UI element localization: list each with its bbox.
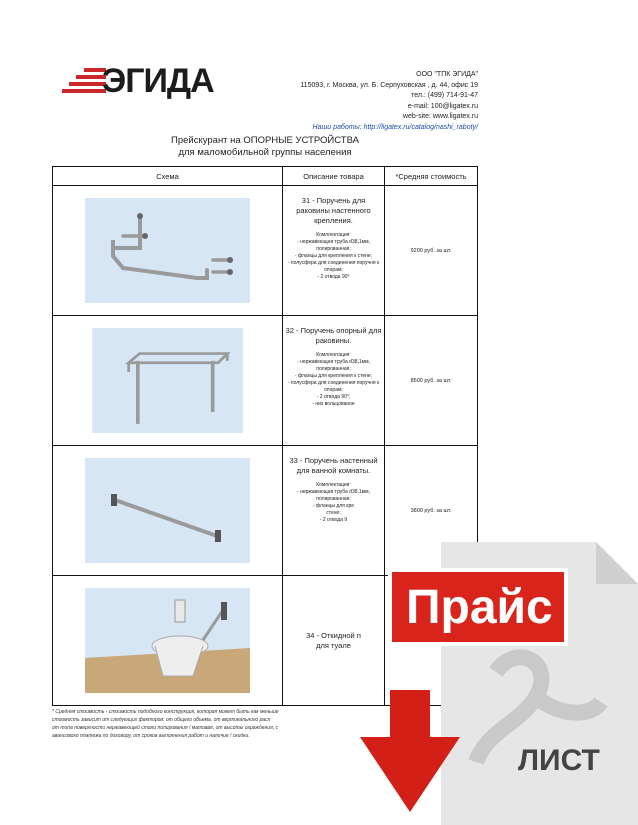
product-description (283, 316, 385, 446)
document-title (50, 135, 480, 159)
title-line-2: для маломобильной группы населения (178, 147, 352, 158)
company-email[interactable]: e-mail: 100@ligatex.ru (407, 102, 478, 110)
company-website[interactable]: web-site: www.ligatex.ru (402, 113, 478, 120)
product-image-cell (53, 186, 283, 316)
product-price: 9200 руб. за шт. (385, 186, 478, 316)
product-kit: Комплектация: - нержавеющая труба d38,1мм, полированная; - фланцы для крепления к стене; - полусфера для соединения поручня к опорам; - 2 отвода 90° (287, 232, 380, 280)
product-name: 32 - Поручень опорный для раковины. (285, 326, 382, 345)
header-scheme: Схема (53, 167, 283, 186)
bath-handrail-image (85, 458, 250, 563)
company-address: 115093, г. Москва, ул. Б. Серпуховская , д. 44, офис 19 (300, 81, 478, 89)
badge-label: Прайс (406, 581, 553, 634)
product-name: 34 - Откидной п для туале (306, 630, 361, 650)
header-description: Описание товара (283, 167, 385, 186)
header-cost: *Средняя стоимость (385, 167, 478, 186)
product-image-cell (53, 576, 283, 706)
product-image-cell (53, 316, 283, 446)
badge-sub: ЛИСТ (518, 744, 600, 777)
footnote: * Средняя стоимость - стоимость подобного конструкция, которая может быть как меньше стоимость зависит от следующих факторов: от общего объема, от вертикального расп от типа поверхности нержавеющей стали полирования / матовая, от высоты ограждения, с авансового платежа по договору, от сроков выполнения работ и наличие / скидки. (52, 709, 279, 739)
pdf-document-icon (346, 522, 638, 825)
company-phone: тел.: (499) 714-91-47 (411, 92, 478, 99)
product-kit: Комплектация: - нержавеющая труба d38,1мм, полированная; - фланцы для кре стене; - 2 отвода 9 (297, 482, 370, 523)
sink-handrail-floor-image (85, 328, 250, 433)
product-price: 8500 руб. за шт. (385, 316, 478, 446)
table-header-row (53, 167, 478, 186)
table-row (53, 316, 478, 446)
product-name: 33 - Поручень настенный для ванной комнаты. (289, 456, 378, 475)
product-image-cell (53, 446, 283, 576)
product-description (283, 186, 385, 316)
logo-text: ЭГИДА (102, 62, 214, 100)
company-name: ООО "ТПК ЭГИДА" (416, 71, 478, 78)
company-info (218, 70, 478, 133)
toilet-handrail-image (85, 588, 250, 693)
sink-handrail-wall-image (85, 198, 250, 303)
title-line-1: Прейскурант на ОПОРНЫЕ УСТРОЙСТВА (171, 135, 359, 146)
product-kit: Комплектация: - нержавеющая труба d38,1мм, полированная; - фланцы для крепления к стене; - полусфера для соединения поручня к опорам; - 2 отвода 90°; - низ вольцованое (287, 352, 380, 407)
price-list-badge[interactable] (346, 522, 638, 825)
table-row (53, 186, 478, 316)
works-link[interactable]: Наши работы: http://ligatex.ru/catalog/nashi_raboty/ (312, 123, 478, 131)
product-price: 3800 руб. за шт. (385, 446, 478, 576)
company-logo (62, 62, 214, 100)
product-name: 31 - Поручень для раковины настенного крепления. (296, 196, 371, 225)
